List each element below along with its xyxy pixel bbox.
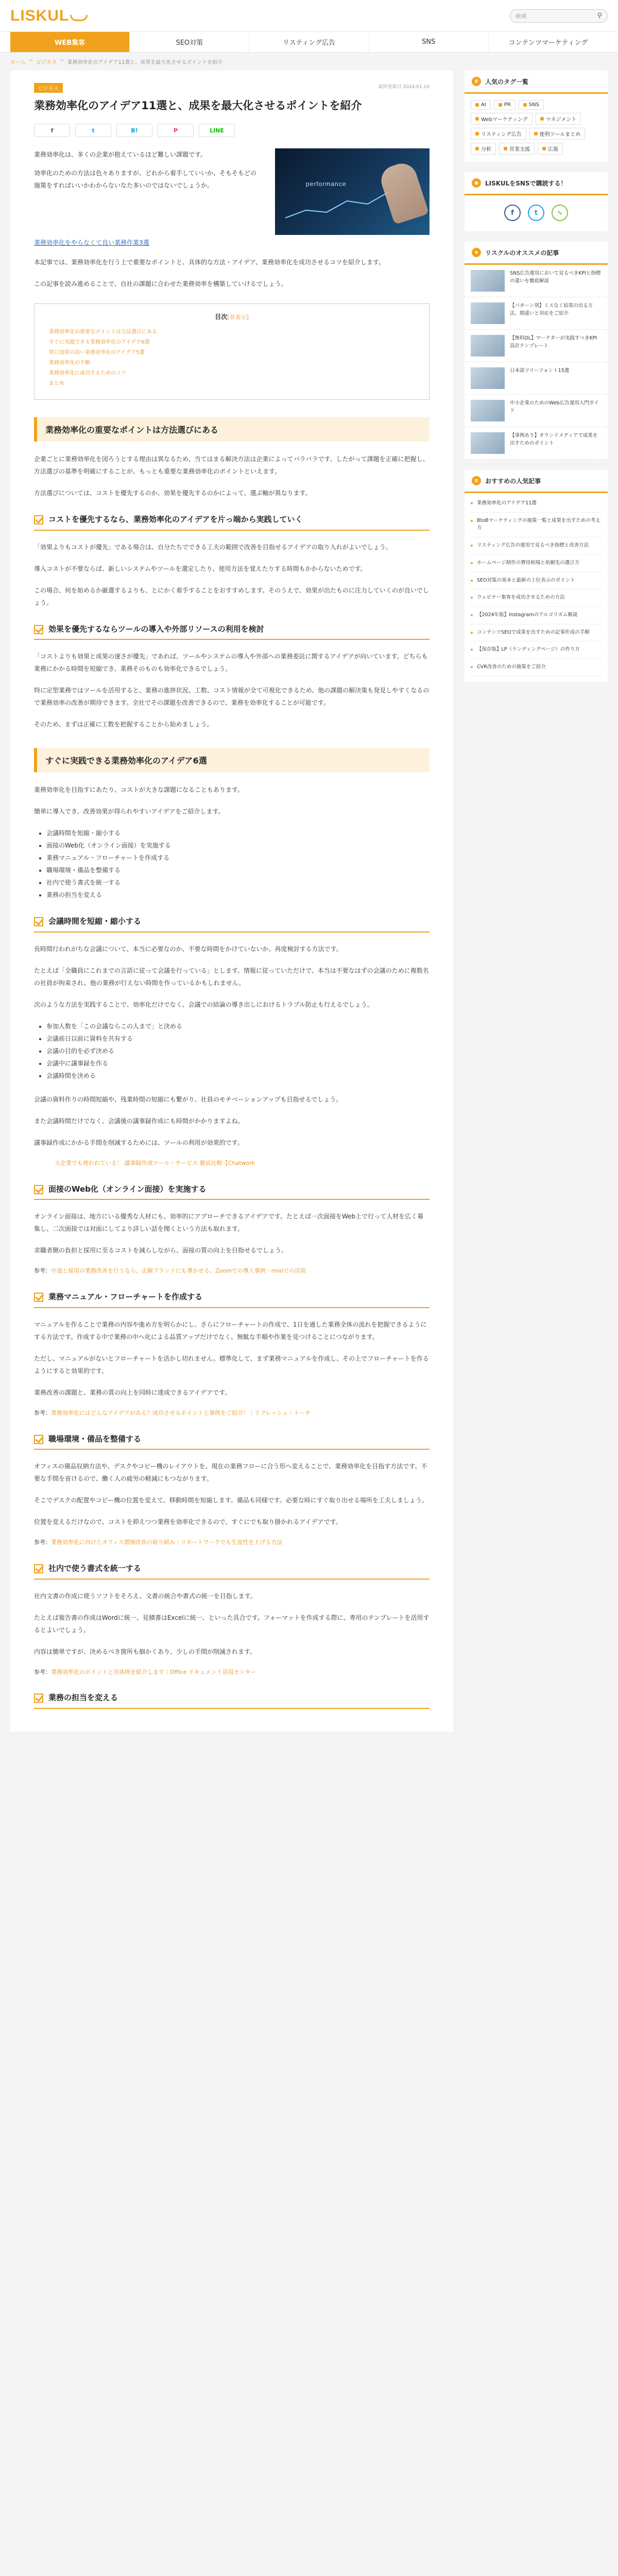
list-icon: ≡ xyxy=(472,476,481,485)
body-paragraph: たとえば「全職員にこれまでの言語に従って会議を行っている」とします。情報に従っていただけで、本当は不要なはずの会議のために複数名の社員が拘束され、他の業務が行えない時間を作っているかもしれません。 xyxy=(34,967,429,987)
popular-post-link[interactable]: 業務効率化のアイデア11選 xyxy=(471,495,602,513)
body-paragraph: 内容は簡単ですが、決めるべき箇所も細かくあり、少しの手間が削減されます。 xyxy=(34,1648,256,1655)
intro-paragraph: 業務効率化は、多くの企業が抱えているほど難しい課題です。 xyxy=(34,151,207,159)
reference-link[interactable]: 中途と採用の業務改善を行うなら、正解ブランドにも導かせる。Zoomでの導入事例・mixiでの活用 xyxy=(51,1267,306,1275)
list-item: • 社内で使う書式を統一する xyxy=(46,876,430,889)
body-paragraph: 企業ごとに業務効率化を図ろうとする理由は異なるため、当てはまる解決方法は企業によってバラバラです。したがって課題を正確に把握し、方法選びの基準を明確にすることが、もっとも重要な業務効率化のポイントといえます。 xyxy=(34,455,429,476)
body-paragraph: 議事録作成にかかる手間を削減するためには、ツールの利用が効果的です。 xyxy=(34,1139,244,1146)
body-paragraph: 「効果よりもコストが優先」である場合は、自分たちでできる工夫の範囲で改善を目指せるアイデアの取り入れがよいでしょう。 xyxy=(34,543,392,551)
reference-link[interactable]: 業務効率化のポイントと具体例を紹介します｜Office ドキュメント活用センター xyxy=(51,1668,256,1675)
toc-item[interactable]: 業務効率化の重要なポイントは方法選びにある xyxy=(49,329,157,335)
nav-item-1[interactable]: WEB集客 xyxy=(10,32,130,52)
tag-link[interactable]: SNS xyxy=(519,100,544,110)
share-facebook-button[interactable]: f xyxy=(34,124,70,137)
body-paragraph: 本記事では、業務効率化を行う上で重要なポイントと、具体的な方法・アイデア、業務効率化を成功させるコツを紹介します。 xyxy=(34,259,385,266)
nav-item-2[interactable]: SEO対策 xyxy=(130,32,249,52)
check-icon xyxy=(34,515,43,524)
tag-link[interactable]: 分析 xyxy=(471,143,496,155)
tag-icon: # xyxy=(472,77,481,86)
nav-item-5[interactable]: コンテンツマーケティング xyxy=(508,39,588,47)
recommended-post[interactable]: 日本語フリーフォント15選 xyxy=(465,362,608,395)
subsection-heading: 会議時間を短縮・縮小する xyxy=(34,916,430,933)
body-paragraph: ただし、マニュアルがないとフローチャートを活かし切れません。標準化して、まず業務マニュアルを作成し、その上でフローチャートを作るようにすると効果的です。 xyxy=(34,1354,429,1375)
body-paragraph: この記事を読み進めることで、自社の課題に合わせた業務効率を構築していけるでしょう。 xyxy=(34,280,287,288)
body-paragraph: 社内文書の作成に使うソフトをそろえ、文書の統合や書式の統一を目指します。 xyxy=(34,1592,256,1600)
meeting-tips-list xyxy=(46,1020,430,1082)
breadcrumb-current: 業務効率化のアイデア11選と、成果を最大化させるポイントを紹介 xyxy=(67,60,223,65)
popular-post-link[interactable]: BtoBマーケティングの施策一覧と成果を出すための考え方 xyxy=(471,513,602,537)
popular-post-link[interactable]: リスティング広告の運用で見るべき指標と改善方法 xyxy=(471,537,602,555)
toc-item[interactable]: 業務効率化の手順 xyxy=(49,360,90,366)
check-icon xyxy=(34,1293,43,1302)
intro-link[interactable]: 業務効率化をやらなくて良い業務作業3選 xyxy=(34,239,149,247)
twitter-icon[interactable]: t xyxy=(528,205,544,221)
tag-widget xyxy=(465,71,608,162)
subsection-heading: 効果を優先するならツールの導入や外部リソースの利用を検討 xyxy=(34,623,430,640)
body-paragraph: 方法選びについては、コストを優先するのか、効果を優先するのかによって、選ぶ軸が異なります。 xyxy=(34,489,312,497)
article xyxy=(10,71,453,1732)
list-item: • 業務の担当を変える xyxy=(46,889,430,901)
section-heading: すぐに実践できる業務効率化のアイデア6選 xyxy=(34,748,430,772)
recommended-post[interactable]: 【事例あり】オウンドメディアで成果を出すためのポイント xyxy=(465,427,608,460)
tag-link[interactable]: マネジメント xyxy=(536,113,581,125)
share-line-button[interactable]: LINE xyxy=(199,124,235,137)
reference: 参考：中途と採用の業務改善を行うなら、正解ブランドにも導かせる。Zoomでの導入事例・mixiでの活用 xyxy=(34,1267,306,1275)
breadcrumb-home[interactable]: ホーム xyxy=(10,60,26,65)
subsection-heading: 業務マニュアル・フローチャートを作成する xyxy=(34,1291,430,1308)
toc-title: 目次 xyxy=(215,313,228,321)
reference: 参考：業務効率化にはどんなアイデアがある？成功させるポイントと事例をご紹介！｜リフレッシュ・トーチ xyxy=(34,1409,311,1416)
post-thumbnail xyxy=(471,302,505,324)
intro-paragraph: 効率化のための方法は色々ありますが、どれから着手していいか、そもそもどの施策をすればいいかわからないなた多いのではないでしょうか。 xyxy=(34,170,257,190)
subsection-heading: 業務の担当を変える xyxy=(34,1692,430,1709)
article-title: 業務効率化のアイデア11選と、成果を最大化させるポイントを紹介 xyxy=(34,99,362,112)
popular-post-link[interactable]: 【2024年版】Instagramのアルゴリズム解説 xyxy=(471,607,602,624)
subsection-heading: 社内で使う書式を統一する xyxy=(34,1563,430,1580)
facebook-icon[interactable]: f xyxy=(504,205,521,221)
popular-post-link[interactable]: 【保存版】LP（ランディングページ）の作り方 xyxy=(471,641,602,659)
global-nav xyxy=(0,32,618,53)
widget-title: 人気のタグ一覧 xyxy=(485,78,529,86)
popular-post-link[interactable]: コンテンツSEOで成果を出すための記事作成の手順 xyxy=(471,624,602,642)
check-icon xyxy=(34,1693,43,1703)
body-paragraph: オンライン面接は、地方にいる優秀な人材にも、効率的にアプローチできるアイデアです。たとえば一次面接をWeb上で行って人材を広く募集し、二次面接では対面にしてより詳しい話を聞くという方法も取れます。 xyxy=(34,1213,424,1233)
list-item: • 面接のWeb化（オンライン面接）を実施する xyxy=(46,839,430,852)
tag-link[interactable]: AI xyxy=(471,100,491,110)
recommended-post[interactable]: SNS広告運用において見るべきKPIと指標の違いを徹底解説 xyxy=(465,265,608,297)
subsection-heading: 面接のWeb化（オンライン面接）を実施する xyxy=(34,1183,430,1200)
check-icon xyxy=(34,1564,43,1573)
toc-toggle[interactable]: [非表示] xyxy=(227,314,249,321)
popular-post-link[interactable]: ホームページ制作の費用相場と依頼先の選び方 xyxy=(471,555,602,572)
body-paragraph: 会議の資料作りの時間短縮や、残業時間の短縮にも繋がり、社員のモチベーションアップも目指せるでしょう。 xyxy=(34,1095,342,1103)
post-thumbnail xyxy=(471,432,505,454)
body-paragraph: 「コストよりも効果と成果の速さが優先」であれば、ツールやシステムの導入や外部への業務委託に関するアイデアが向いています。どちらも業務にかかる時間を短縮でき、業務そのものも効率化できるでしょう。 xyxy=(34,653,428,673)
body-paragraph: 業務改善の課題と、業務の質の向上を同時に達成できるアイデアです。 xyxy=(34,1388,231,1396)
body-paragraph: そのため、まずは正確に工数を把握することから始めましょう。 xyxy=(34,721,213,728)
check-icon xyxy=(34,1185,43,1194)
body-paragraph: この場合、何を始めるか厳選するよりも、とにかく着手することをおすすめします。そのうえで、効果が出たものに注力していくのが良いでしょう。 xyxy=(34,586,429,606)
body-paragraph: マニュアルを作ることで業務の内容や進め方を明らかにし、さらにフローチャートの作成で、1日を通した業務全体の流れを把握できるようにする方法です。作成する中で業務の中へ化による品質アップだけでなく、無駄な手順や作業を見つけることにつながります。 xyxy=(34,1320,427,1341)
list-item: • 会議時間を短縮・縮小する xyxy=(46,827,430,839)
idea-list xyxy=(46,827,430,901)
search-input[interactable]: 検索 ⚲ xyxy=(510,9,608,23)
tag-link[interactable]: 営業支援 xyxy=(499,143,535,155)
subsection-heading: 職場環境・備品を整備する xyxy=(34,1433,430,1450)
tag-link[interactable]: リスティング広告 xyxy=(471,128,526,140)
body-paragraph: 求職者側の負担と採用に至るコストを減らしながら、面接の質の向上を目指せるでしょう。 xyxy=(34,1247,287,1255)
category-badge[interactable]: ビジネス xyxy=(34,83,63,93)
recommended-post[interactable]: 【無料DL】マーケターが実践すべきKPI設計テンプレート xyxy=(465,330,608,362)
post-thumbnail xyxy=(471,367,505,389)
check-icon xyxy=(34,917,43,926)
check-icon xyxy=(34,1435,43,1444)
logo-swoosh-icon xyxy=(70,15,88,21)
recommended-widget xyxy=(465,242,608,460)
graph-icon xyxy=(285,190,388,221)
popular-post-link[interactable]: SEO対策の基本と最新の上位表示のポイント xyxy=(471,572,602,590)
section-heading: 業務効率化の重要なポイントは方法選びにある xyxy=(34,417,430,442)
related-link[interactable]: 大企業でも使われている！ 議事録作成ツール・サービス 徹底比較【Chatwork xyxy=(55,1159,255,1166)
body-paragraph: 位置を変えるだけなので、コストを抑えつつ業務を効率化できるので、すぐにでも取り掛かれるアイデアです。 xyxy=(34,1518,342,1526)
list-item: • 参加人数を「この会議ならこの人まで」と決める xyxy=(46,1020,430,1032)
feed-icon[interactable]: ∿ xyxy=(552,205,568,221)
list-item: • 会議前日以前に資料を共有する xyxy=(46,1032,430,1045)
updated-date: 最終更新日 2024.01.10 xyxy=(378,84,430,90)
post-thumbnail xyxy=(471,270,505,292)
hero-text: performance xyxy=(306,180,347,188)
tag-link[interactable]: 便利ツールまとめ xyxy=(529,128,586,140)
toc-item[interactable]: すぐに実践できる業務効率化のアイデア6選 xyxy=(49,340,150,346)
table-of-contents xyxy=(34,303,430,400)
list-item: • 会議中に議事録を作る xyxy=(46,1057,430,1070)
check-icon xyxy=(34,625,43,634)
post-thumbnail xyxy=(471,400,505,421)
body-paragraph: 次のような方法を実践することで、効率化だけでなく、会議での結論の導き出しにおけるトラブル防止も行えるでしょう。 xyxy=(34,1001,373,1008)
widget-title: おすすめの人気記事 xyxy=(485,477,541,485)
list-item: • 会議の目的を必ず決める xyxy=(46,1045,430,1057)
subsection-heading: コストを優先するなら、業務効率化のアイデアを片っ端から実践していく xyxy=(34,514,430,531)
popular-widget xyxy=(465,470,608,682)
social-widget xyxy=(465,172,608,231)
widget-title: LISKULをSNSで購読する！ xyxy=(485,179,567,187)
popular-post-link[interactable]: CVR改善のための施策をご紹介 xyxy=(471,659,602,676)
rss-icon: ◉ xyxy=(472,178,481,188)
share-twitter-button[interactable]: t xyxy=(75,124,111,137)
tag-link[interactable]: Webマーケティング xyxy=(471,113,533,125)
toc-item[interactable]: 特に効果の高い業務効率化のアイデア5選 xyxy=(49,350,145,356)
tag-link[interactable]: 広報 xyxy=(538,143,563,155)
list-item: • 業務マニュアル・フローチャートを作成する xyxy=(46,852,430,864)
recommended-post[interactable]: 【パターン別】ミスなく結果の出る方法、間違いと対応をご紹介 xyxy=(465,297,608,330)
body-paragraph: また会議時間だけでなく、会議後の議事録作成にも時間がかかりますよね。 xyxy=(34,1117,244,1125)
breadcrumb: ホーム > ビジネス > 業務効率化のアイデア11選と、成果を最大化させるポイントを紹介 xyxy=(10,58,223,65)
toc-item[interactable]: 業務効率化に成功するためのコツ xyxy=(49,370,126,377)
reference-link[interactable]: 業務効率化に向けたオフィス環境改善の取り組み｜リモートワークでも生産性を上げる方法 xyxy=(51,1539,283,1546)
recommended-post[interactable]: 中小企業のためのWeb広告運用入門ガイド xyxy=(465,395,608,427)
body-paragraph: たとえば報告書の作成はWordに統一、見積書はExcelに統一、といった具合です。フォーマットを作成する際に、専用のテンプレートを活用するとよいでしょう。 xyxy=(34,1614,430,1634)
reference-link[interactable]: 業務効率化にはどんなアイデアがある？成功させるポイントと事例をご紹介！｜リフレッシュ・トーチ xyxy=(51,1409,311,1416)
reference: 参考：業務効率化のポイントと具体例を紹介します｜Office ドキュメント活用センター xyxy=(34,1668,256,1675)
list-item: • 職場環境・備品を整備する xyxy=(46,864,430,876)
share-buttons xyxy=(34,124,430,137)
site-header xyxy=(0,0,618,32)
breadcrumb-category[interactable]: ビジネス xyxy=(36,60,57,65)
body-paragraph: 簡単に導入でき、改善効果が得られやすいアイデアをご紹介します。 xyxy=(34,808,225,816)
post-thumbnail xyxy=(471,335,505,357)
intro xyxy=(34,148,430,235)
nav-item-3[interactable]: リスティング広告 xyxy=(249,32,369,52)
site-logo[interactable]: LISKUL xyxy=(10,7,88,25)
body-paragraph: 導入コストが不要ならば、新しいシステムやツールを選定したり、使用方法を覚えたりする時間もかからないためです。 xyxy=(34,565,367,572)
hero-image xyxy=(275,148,430,235)
share-pocket-button[interactable]: P xyxy=(158,124,194,137)
reference: 参考：業務効率化に向けたオフィス環境改善の取り組み｜リモートワークでも生産性を上げる方法 xyxy=(34,1539,283,1546)
widget-title: リスクルのオススメの記事 xyxy=(485,249,559,257)
sidebar xyxy=(465,71,608,692)
toc-item[interactable]: まとめ xyxy=(49,381,64,387)
body-paragraph: 業務効率化を目指すにあたり、コストが大きな課題になることもあります。 xyxy=(34,786,244,794)
thumbs-up-icon: ★ xyxy=(472,248,481,257)
body-paragraph: 長時間行われがちな会議について、本当に必要なのか、不要な時間をかけていないか、再度検討する方法です。 xyxy=(34,945,342,953)
body-paragraph: そこでデスクの配置やコピー機の位置を変えて、移動時間を短縮します。備品も同様です。必要な時にすぐ取り出せる場所を工夫しましょう。 xyxy=(34,1497,428,1504)
body-paragraph: オフィスの備品収納方法や、デスクやコピー機のレイアウトを、現在の業務フローに合う形へ変えることで、業務効率化を目指す方法です。不要な手間を省けるので、働く人の疲労の軽減にもつながります。 xyxy=(34,1463,427,1483)
popular-post-link[interactable]: ウェビナー集客を成功させるための方法 xyxy=(471,589,602,607)
tag-link[interactable]: PR xyxy=(494,100,516,110)
list-item: • 会議時間を決める xyxy=(46,1070,430,1082)
nav-item-4[interactable]: SNS xyxy=(369,32,489,52)
share-hatena-button[interactable]: B! xyxy=(116,124,152,137)
search-icon[interactable]: ⚲ xyxy=(597,12,602,20)
body-paragraph: 特に定型業務ではツールを活用すると、業務の進捗状況、工数、コスト情報が全て可視化できるため、他の課題の解決策も発見しやすくなるので業務効率の改善が期待できます。全社でその課題を改善できるので、業務を効率化することが可能です。 xyxy=(34,687,430,707)
